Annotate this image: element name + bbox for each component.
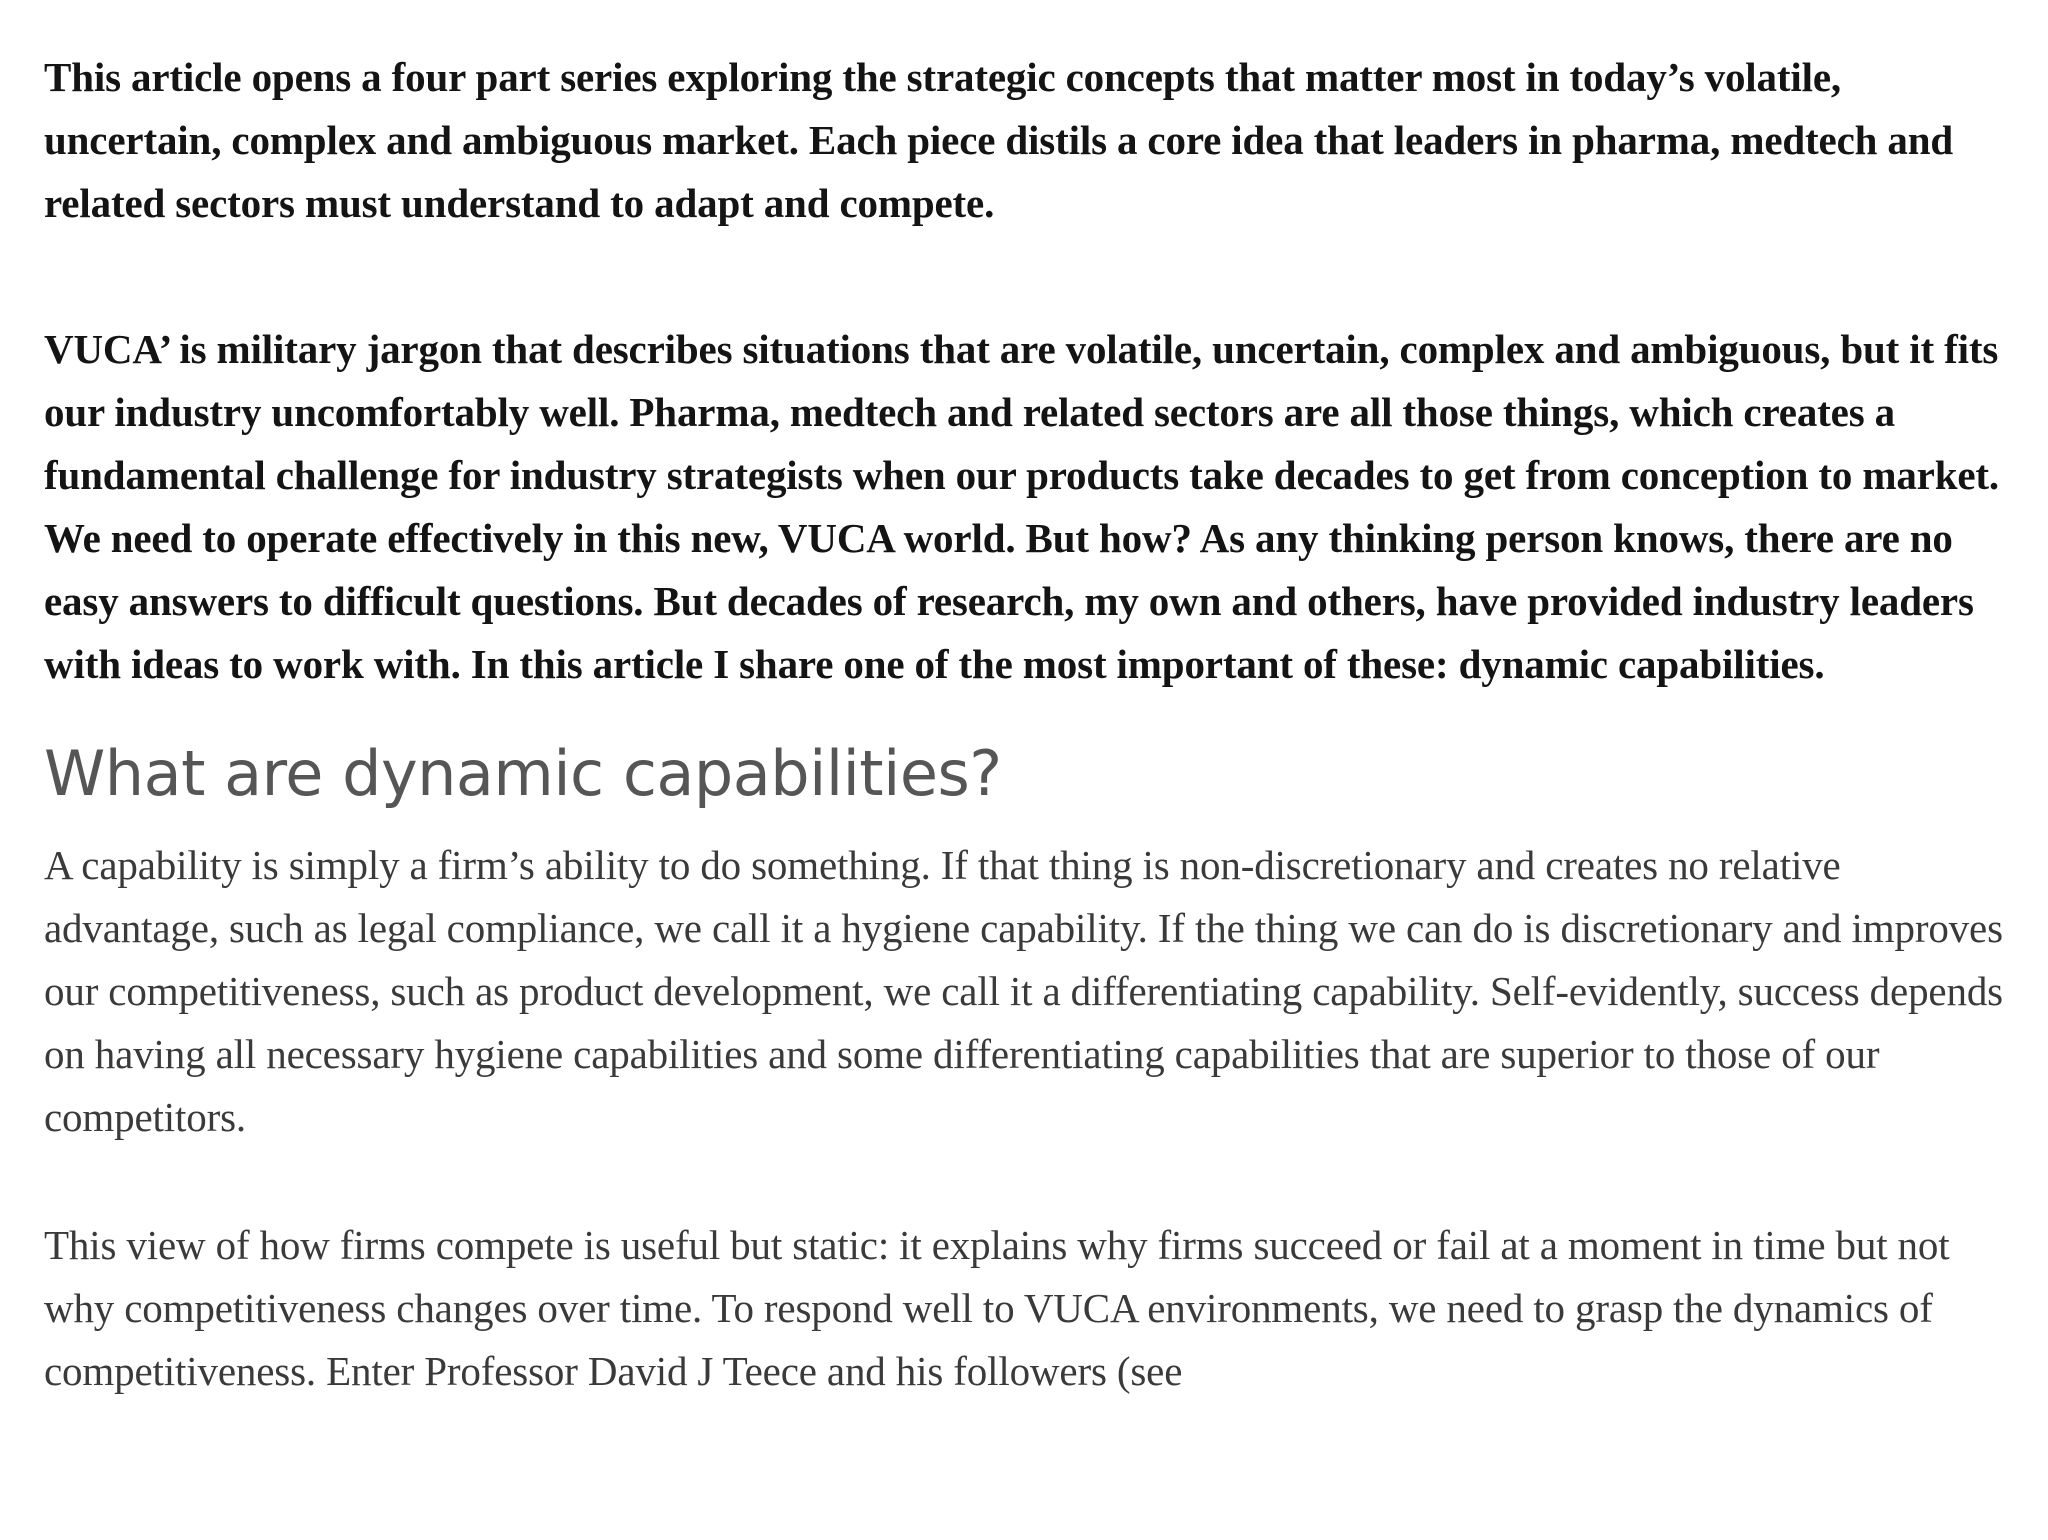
- section-heading: What are dynamic capabilities?: [44, 737, 1002, 810]
- static-view-paragraph: This view of how firms compete is useful but static: it explains why firms succeed or fail at a moment in time but not why competitiveness changes over time. To respond well to VUCA environments, we need to grasp the dynamics of competitiveness. Enter Professor David J Teece and his followers (see: [44, 1222, 1950, 1394]
- vuca-paragraph: VUCA’ is military jargon that describes situations that are volatile, uncertain, complex and ambiguous, but it fits our industry uncomfortably well. Pharma, medtech and related sectors are all those things, which creates a fundamental challenge for industry strategists when our products take decades to get from conception to market. We need to operate effectively in this new, VUCA world. But how? As any thinking person knows, there are no easy answers to difficult questions. But decades of research, my own and others, have provided industry leaders with ideas to work with. In this article I share one of the most important of these: dynamic capabilities.: [44, 326, 2000, 687]
- capability-paragraph: A capability is simply a firm’s ability to do something. If that thing is non-discretionary and creates no relative advantage, such as legal compliance, we call it a hygiene capability. If the thing we can do is discretionary and improves our competitiveness, such as product development, we call it a differentiating capability. Self-evidently, success depends on having all necessary hygiene capabilities and some differentiating capabilities that are superior to those of our competitors.: [44, 842, 2003, 1140]
- intro-paragraph: This article opens a four part series exploring the strategic concepts that matter most in today’s volatile, uncertain, complex and ambiguous market. Each piece distils a core idea that leaders in pharma, medtech and related sectors must understand to adapt and compete.: [44, 54, 1954, 226]
